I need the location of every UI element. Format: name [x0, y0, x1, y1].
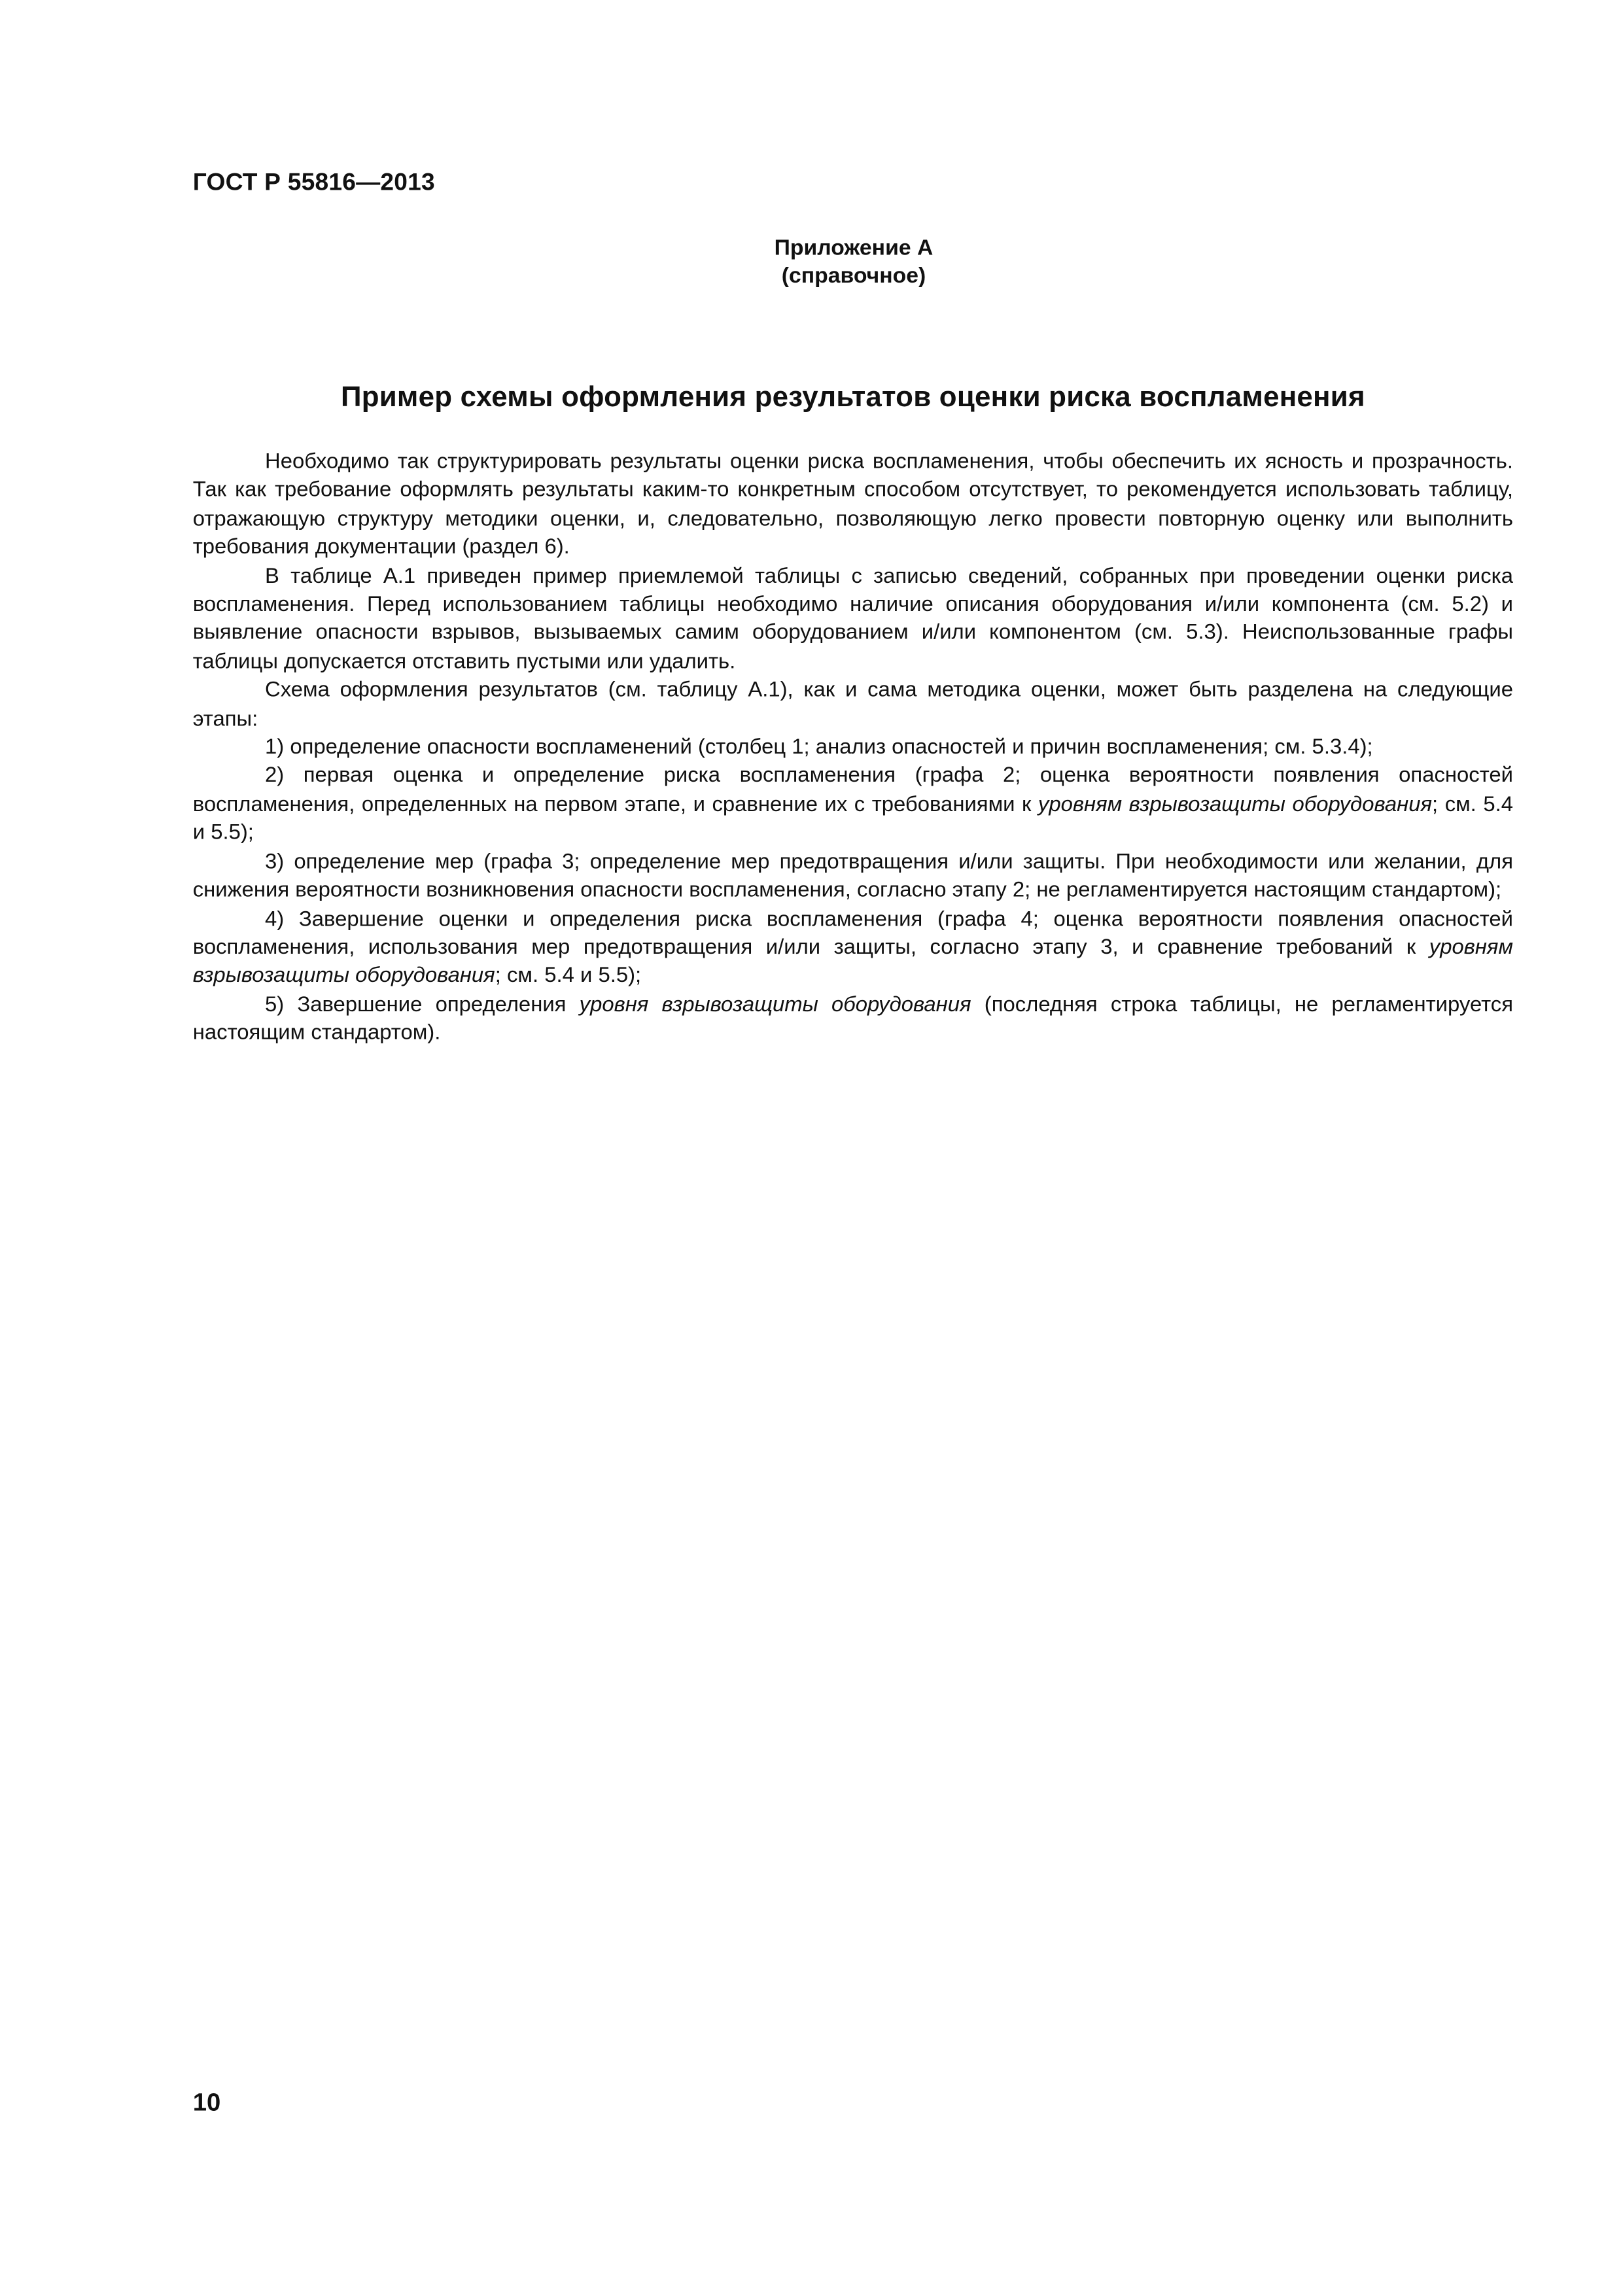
stage-4-text-b: ; см. 5.4 и 5.5);: [495, 964, 642, 988]
stage-2-text-a: 2) первая оценка и определение риска воспламенения (графа 2; оценка вероятности появления опасностей воспламенения, определенных на первом этапе, и сравнение их с требованиями к: [192, 764, 1513, 817]
annex-kind: (справочное): [781, 263, 926, 288]
paragraph-intro: Необходимо так структурировать результаты оценки риска воспламенения, чтобы обеспечить их ясность и прозрачность. Так как требование оформлять результаты каким-то конкретным способом отсутствует, то рекомендуется использовать таблицу, отражающую структуру методики оценки, и, следовательно, позволяющую легко провести повторную оценку или выполнить требования документации (раздел 6).: [192, 450, 1513, 560]
annex-title: Приложение А: [774, 235, 934, 261]
paragraph-stage-1: 1) определение опасности воспламенений (столбец 1; анализ опасностей и причин воспламенения; см. 5.3.4);: [265, 736, 1373, 760]
paragraph-table-example: В таблице А.1 приведен пример приемлемой таблицы с записью сведений, собранных при проведении оценки риска воспламенения. Перед использованием таблицы необходимо наличие описания оборудования и/или компонента (см. 5.2) и выявление опасности взрывов, вызываемых самим оборудованием и/или компонентом (см. 5.3). Неиспользованные графы таблицы допускается отставить пустыми или удалить.: [192, 565, 1513, 674]
stage-2-emphasis: уровням взрывозащиты оборудования: [1038, 793, 1433, 817]
stage-4-text-a: 4) Завершение оценки и определения риска воспламенения (графа 4; оценка вероятности появления опасностей воспламенения, использования мер предотвращения и/или защиты, согласно этапу 3, и сравнение требований к: [192, 907, 1513, 960]
stage-2-text-b: ; см. 5.4 и 5.5);: [192, 793, 1513, 846]
paragraph-stages-intro: Схема оформления результатов (см. таблицу А.1), как и сама методика оценки, может быть разделена на следующие этапы:: [192, 678, 1513, 731]
paragraph-stage-4: [193, 906, 1513, 992]
paragraph-stage-5: [193, 992, 1513, 1049]
page-number: 10: [192, 2088, 221, 2117]
body-text: [193, 449, 1513, 1049]
stage-5-text-b: (последняя строка таблицы, не регламентируется настоящим стандартом).: [192, 993, 1513, 1045]
stage-5-emphasis: уровня взрывозащиты оборудования: [579, 993, 971, 1017]
standard-code: ГОСТ Р 55816—2013: [192, 169, 435, 196]
stage-4-emphasis: уровням взрывозащиты оборудования: [192, 935, 1513, 988]
stage-5-text-a: 5) Завершение определения: [265, 993, 580, 1017]
paragraph-stage-3: 3) определение мер (графа 3; определение мер предотвращения и/или защиты. При необходимости или желании, для снижения вероятности возникновения опасности воспламенения, согласно этапу 2; не регламентируется настоящим стандартом);: [192, 850, 1513, 903]
document-title: Пример схемы оформления результатов оценки риска воспламенения: [340, 381, 1365, 414]
paragraph-stage-2: [193, 763, 1513, 849]
